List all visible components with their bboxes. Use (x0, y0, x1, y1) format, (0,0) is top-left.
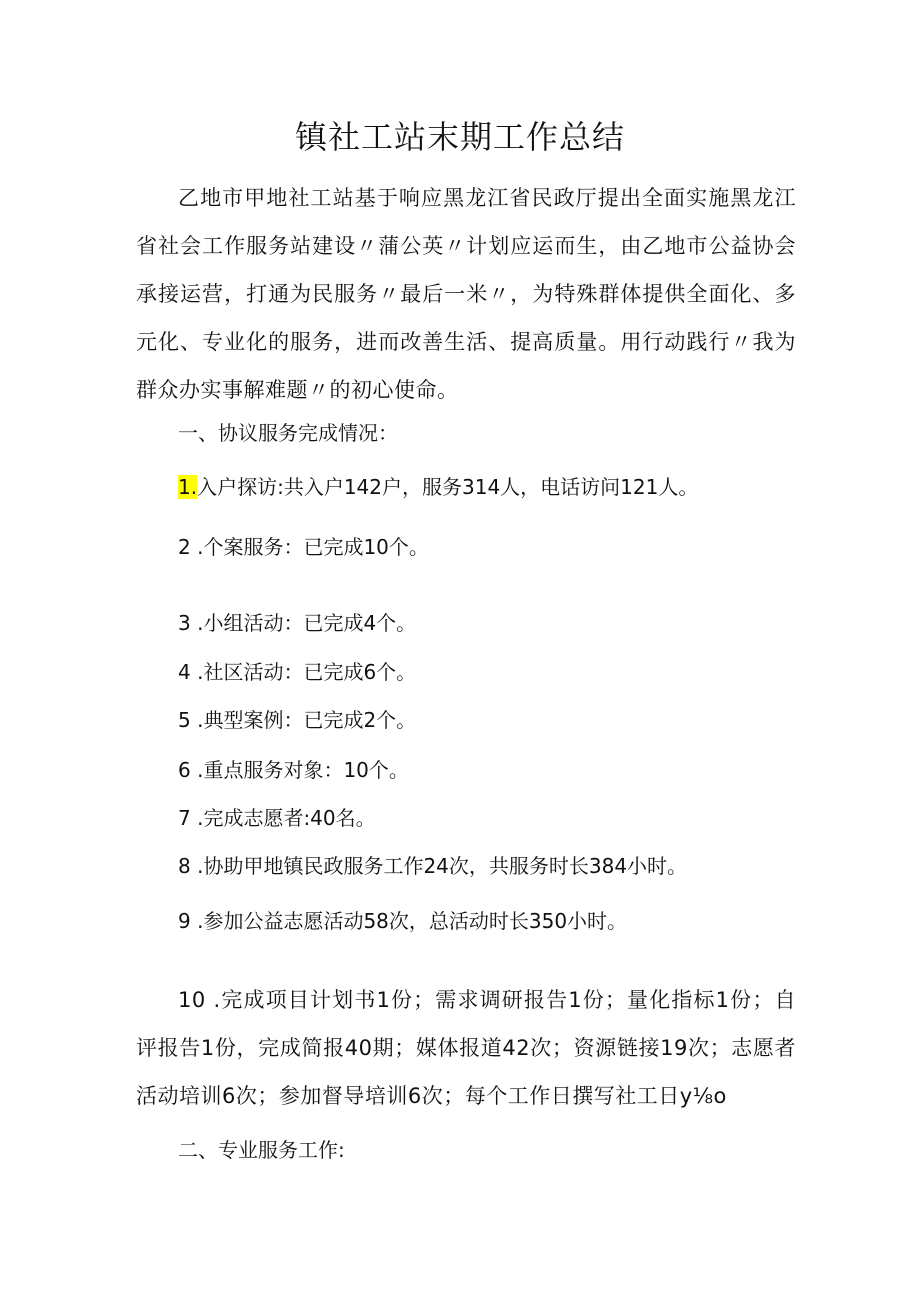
list-item-6: 6 .重点服务对象：10个。 (178, 758, 409, 782)
list-item-10: 10 .完成项目计划书1份；需求调研报告1份；量化指标1份；自评报告1份，完成简报40期；媒体报道42次；资源链接19次；志愿者活动培训6次；参加督导培训6次；每个工作日撰写社工日y⅛o (136, 988, 796, 1108)
list-item-4: 4 .社区活动：已完成6个。 (178, 660, 417, 684)
list-item-1 (178, 472, 698, 502)
section1-heading: 一、协议服务完成情况： (178, 421, 398, 445)
item1-text: 入户探访:共入户142户，服务314人，电话访问121人。 (197, 475, 699, 499)
intro-paragraph: 乙地市甲地社工站基于响应黑龙江省民政厅提出全面实施黑龙江省社会工作服务站建设〃蒲公英〃计划应运而生，由乙地市公益协会承接运营，打通为民服务〃最后一米〃，为特殊群体提供全面化、多元化、专业化的服务，进而改善生活、提高质量。用行动践行〃我为群众办实事解难题〃的初心使命。 (136, 186, 796, 402)
list-item-5: 5 .典型案例：已完成2个。 (178, 708, 417, 732)
document-title: 镇社工站末期工作总结 (294, 118, 625, 156)
item1-number-highlighted: 1. (178, 475, 198, 499)
list-item-9: 9 .参加公益志愿活动58次，总活动时长350小时。 (178, 909, 628, 933)
list-item-3: 3 .小组活动：已完成4个。 (178, 611, 417, 635)
list-item-7: 7 .完成志愿者:40名。 (178, 806, 376, 830)
list-item-8: 8 .协助甲地镇民政服务工作24次，共服务时长384小时。 (178, 854, 688, 878)
list-item-2: 2 .个案服务：已完成10个。 (178, 535, 429, 559)
section2-heading: 二、专业服务工作: (178, 1138, 345, 1162)
